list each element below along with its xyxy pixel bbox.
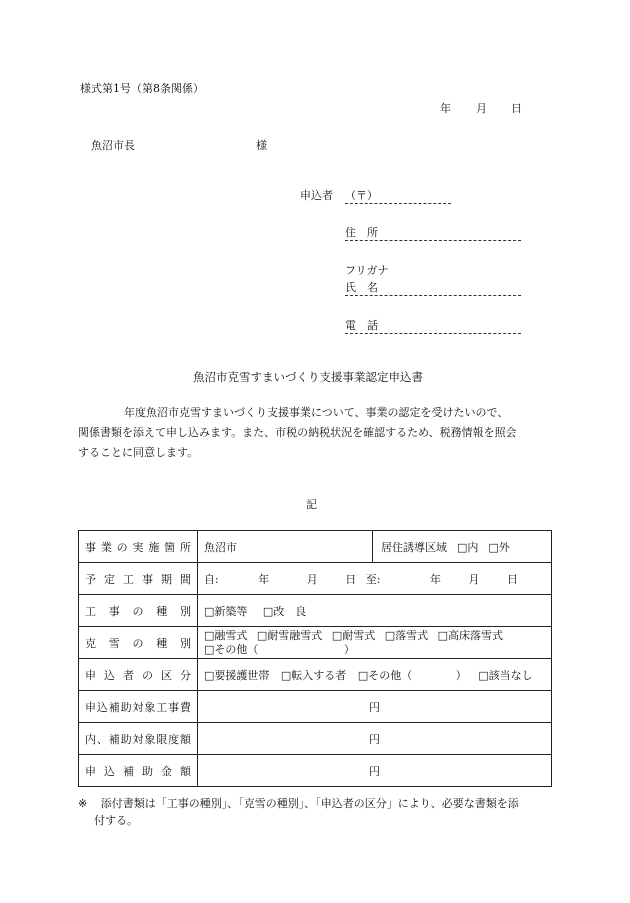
period-from: 自: [204,572,219,586]
work-type-label: 工事の種別 [79,595,198,627]
furigana-label: フリガナ [345,264,389,277]
note-line-1: 添付書類は「工事の種別」、「克雪の種別」、「申込者の区分」により、必要な書類を添 [100,797,519,810]
period-day-1: 日 [345,572,357,586]
project-cost-label: 申込補助対象工事費 [79,691,198,723]
period-cell[interactable] [198,563,552,595]
date-year: 年 [440,102,451,115]
period-label: 予定工事期間 [79,563,198,595]
subsidy-amount-field[interactable] [198,755,552,787]
table-row [79,755,552,787]
snow-other-checkbox[interactable]: □その他（ [204,642,259,656]
table-row [79,659,552,691]
work-type-new-checkbox[interactable]: □新築等 [204,604,248,618]
subsidy-amount-unit: 円 [369,764,380,778]
name-label: 氏 名 [345,281,378,294]
ki-heading: 記 [306,498,317,511]
name-field[interactable] [345,279,521,296]
work-type-cell [198,595,552,627]
note-mark: ※ [78,797,88,810]
period-month-1: 月 [306,572,318,586]
table-row [79,531,552,563]
addressee: 魚沼市長 [91,139,135,152]
zone-group [373,539,551,555]
category-other-close: ） [455,668,467,682]
category-none-checkbox[interactable]: □該当なし [478,668,533,682]
attachment-note [78,795,558,829]
address-label: 住 所 [345,226,378,239]
snow-type-label: 克雪の種別 [79,627,198,659]
period-year-2: 年 [429,572,441,586]
snow-drop-checkbox[interactable]: □落雪式 [384,628,429,642]
limit-amount-label: 内、補助対象限度額 [79,723,198,755]
snow-raised-drop-checkbox[interactable]: □高床落雪式 [437,628,504,642]
location-value[interactable] [198,531,373,562]
work-type-improve-checkbox[interactable]: □改 良 [262,604,307,618]
address-field[interactable] [345,224,521,241]
application-table [78,530,552,787]
snow-melt-checkbox[interactable]: □融雪式 [204,628,248,642]
location-text: 魚沼市 [204,540,237,554]
location-cell [198,531,552,563]
zone-out-checkbox[interactable]: □外 [488,540,510,554]
category-assist-checkbox[interactable]: □要援護世帯 [204,668,270,682]
snow-resist-melt-checkbox[interactable]: □耐雪融雪式 [256,628,323,642]
document-title: 魚沼市克雪すまいづくり支援事業認定申込書 [193,370,423,384]
table-row [79,627,552,659]
applicant-category-cell [198,659,552,691]
body-paragraph [78,403,556,463]
table-row [79,691,552,723]
form-number: 様式第1号（第8条関係） [80,82,204,95]
table-row [79,723,552,755]
body-line-2: 関係書類を添えて申し込みます。また、市税の納税状況を確認するため、税務情報を照会 [78,426,517,439]
period-month-2: 月 [468,572,480,586]
honorific: 様 [256,139,267,152]
location-label: 事業の実施箇所 [79,531,198,563]
table-row [79,563,552,595]
note-line-2: 付する。 [94,814,138,827]
limit-amount-field[interactable] [198,723,552,755]
category-other-checkbox[interactable]: □その他（ [357,668,413,682]
period-to: 至: [365,572,381,586]
phone-field[interactable] [345,317,521,334]
phone-label: 電 話 [345,319,378,332]
snow-type-cell [198,627,552,659]
snow-resist-checkbox[interactable]: □耐雪式 [331,628,376,642]
zone-in-checkbox[interactable]: □内 [457,540,479,554]
postal-label: （〒） [345,189,378,202]
applicant-category-label: 申込者の区分 [79,659,198,691]
subsidy-amount-label: 申込補助金額 [79,755,198,787]
postal-field[interactable] [345,187,451,204]
applicant-label: 申込者 [300,189,333,202]
period-day-2: 日 [506,572,518,586]
limit-amount-unit: 円 [369,732,380,746]
category-move-in-checkbox[interactable]: □転入する者 [280,668,347,682]
period-year-1: 年 [258,572,270,586]
zone-label: 居住誘導区域 [381,540,447,554]
table-row [79,595,552,627]
project-cost-unit: 円 [369,700,380,714]
date-day: 日 [511,102,522,115]
project-cost-field[interactable] [198,691,552,723]
body-line-1: 年度魚沼市克雪すまいづくり支援事業について、事業の認定を受けたいので、 [124,406,509,419]
snow-other-close: ） [343,642,355,656]
body-line-3: することに同意します。 [78,446,199,459]
date-month: 月 [476,102,487,115]
